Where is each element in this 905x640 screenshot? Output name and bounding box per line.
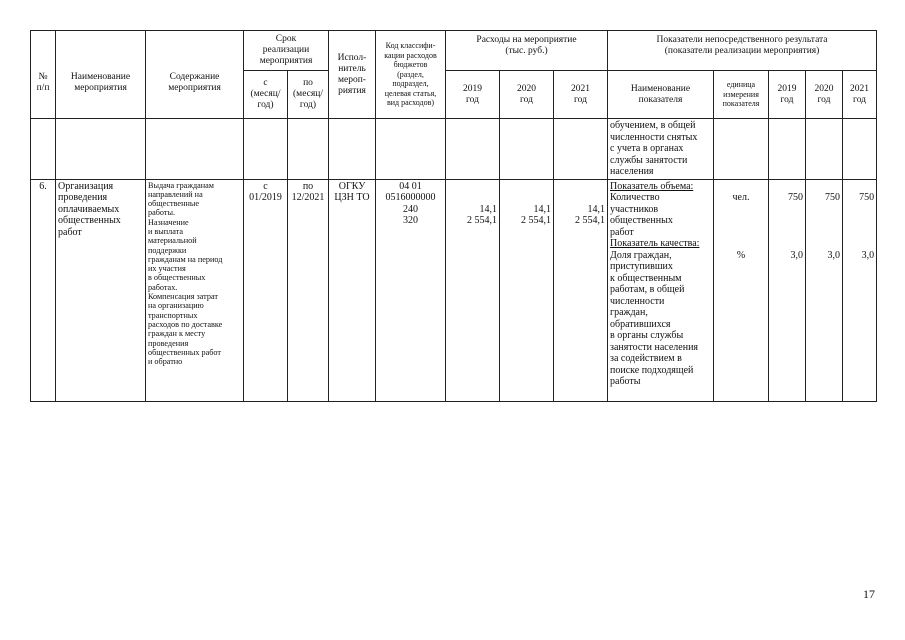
header-exp-2019: 2019 год xyxy=(446,71,500,119)
table-row xyxy=(31,179,877,401)
measure-content: Выдача гражданам направлений на общественные работы. Назначение и выплата материальной поддержки гражданам на период их участия в общественных работах. Компенсация затрат на организацию транспортных расходов по доставке граждан к месту проведения общественных работ и обратно xyxy=(146,179,244,401)
period-from: с 01/2019 xyxy=(244,179,288,401)
page-number: 17 xyxy=(863,587,875,601)
volume-indicator-name: Количество участников общественных работ xyxy=(610,192,673,238)
period-to: по 12/2021 xyxy=(288,179,329,401)
expense-2020: 14,1 2 554,1 xyxy=(521,203,551,226)
volume-indicator-label: Показатель объема: xyxy=(610,180,694,192)
expense-2019: 14,1 2 554,1 xyxy=(467,203,497,226)
header-indicators: Показатели непосредственного результата (показатели реализации мероприятия) xyxy=(608,31,877,71)
measures-table xyxy=(30,30,877,402)
quality-indicator-label: Показатель качества: xyxy=(610,238,700,249)
continuation-indicator-text: обучением, в общей численности снятых с учета в органах службы занятости населения xyxy=(608,119,714,180)
header-ind-2019: 2019 год xyxy=(769,71,806,119)
budget-codes: 04 01 0516000000 240 320 xyxy=(376,179,446,401)
header-ind-2020: 2020 год xyxy=(806,71,843,119)
header-period-from: с (месяц/ год) xyxy=(244,71,288,119)
volume-unit: чел. xyxy=(732,192,750,203)
header-exp-2021: 2021 год xyxy=(554,71,608,119)
quality-unit: % xyxy=(736,249,746,261)
quality-2021: 3,0 xyxy=(861,249,875,261)
table-row-continuation xyxy=(31,119,877,180)
header-num: № п/п xyxy=(31,31,56,119)
executor: ОГКУ ЦЗН ТО xyxy=(329,179,376,401)
header-ind-unit: единица измерения показателя xyxy=(714,71,769,119)
volume-2021: 750 xyxy=(859,192,875,203)
header-content: Содержание мероприятия xyxy=(146,31,244,119)
quality-2020: 3,0 xyxy=(827,249,841,261)
volume-2019: 750 xyxy=(788,192,804,203)
header-ind-2021: 2021 год xyxy=(843,71,877,119)
measure-name: Организация проведения оплачиваемых общественных работ xyxy=(56,179,146,401)
header-expenses: Расходы на мероприятие (тыс. руб.) xyxy=(446,31,608,71)
quality-2019: 3,0 xyxy=(790,249,804,261)
header-budget-code: Код классифи- кации расходов бюджетов (раздел, подраздел, целевая статья, вид расходов) xyxy=(376,31,446,119)
row-number: 6. xyxy=(31,179,56,401)
header-period: Срок реализации мероприятия xyxy=(244,31,329,71)
header-ind-name: Наименование показателя xyxy=(608,71,714,119)
header-name: Наименование мероприятия xyxy=(56,31,146,119)
header-executor: Испол- нитель мероп- риятия xyxy=(329,31,376,119)
quality-indicator-name: Доля граждан, приступивших к общественным работам, в общей численности граждан, обратившихся в органы службы занятости населения за содействием в поиске подходящей работы xyxy=(610,249,699,387)
header-period-to: по (месяц/ год) xyxy=(288,71,329,119)
volume-2020: 750 xyxy=(825,192,841,203)
expense-2021: 14,1 2 554,1 xyxy=(575,203,606,226)
header-exp-2020: 2020 год xyxy=(500,71,554,119)
